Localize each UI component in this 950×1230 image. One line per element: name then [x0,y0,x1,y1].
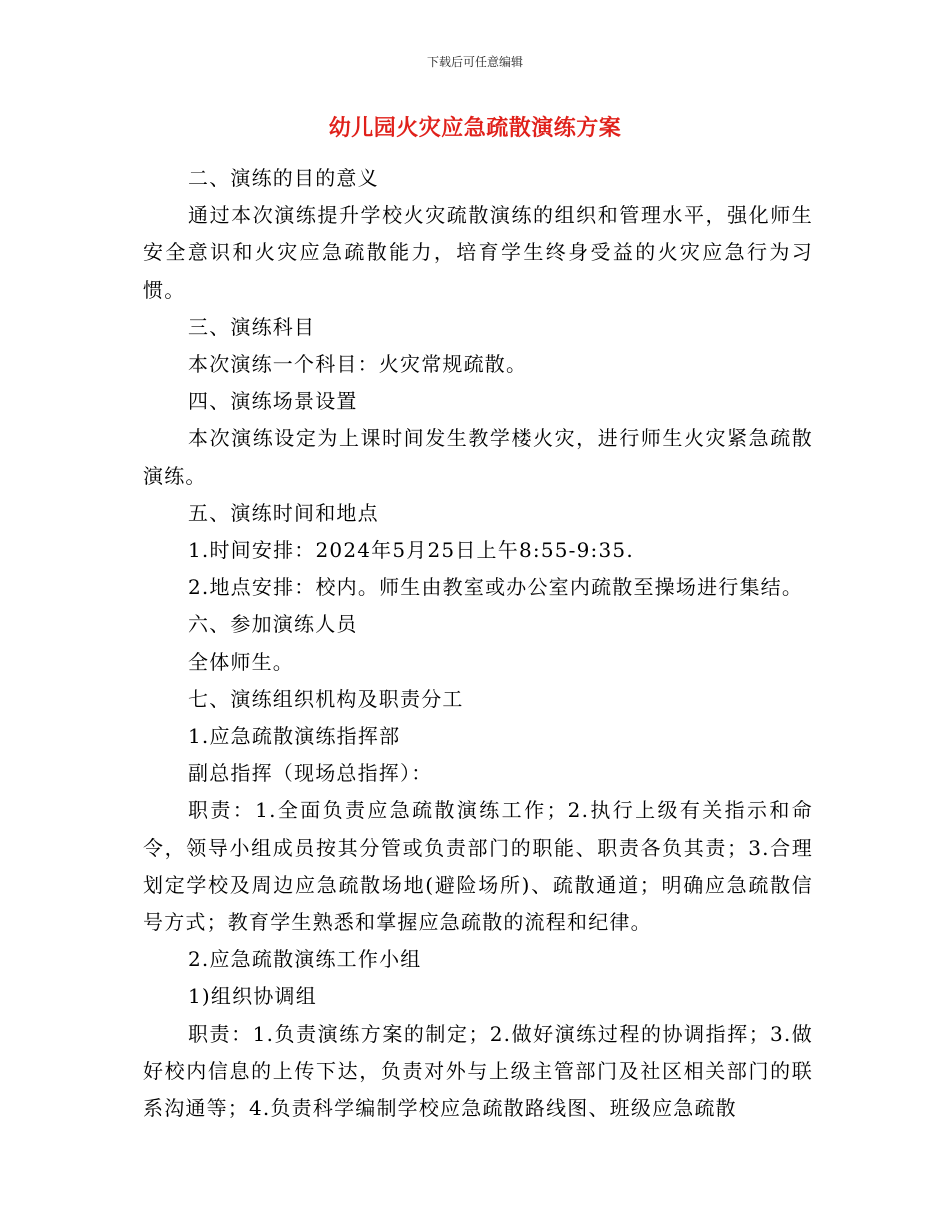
paragraph-participants: 全体师生。 [188,649,294,674]
heading-organization: 七、演练组织机构及职责分工 [188,686,464,711]
paragraph-purpose: 通过本次演练提升学校火灾疏散演练的组织和管理水平，强化师生安全意识和火灾应急疏散能力，培育学生终身受益的火灾应急行为习惯。 [143,203,813,302]
heading-time-place: 五、演练时间和地点 [188,500,379,525]
page-header-note: 下载后可任意编辑 [426,55,523,69]
paragraph-command-duties: 职责：1.全面负责应急疏散演练工作；2.执行上级有关指示和命令，领导小组成员按其分管或负责部门的职能、职责各负其责；3.合理划定学校及周边应急疏散场地(避险场所)、疏散通道；明确应急疏散信号方式；教育学生熟悉和掌握应急疏散的流程和纪律。 [143,798,813,935]
heading-participants: 六、参加演练人员 [188,612,358,637]
paragraph-place: 2.地点安排：校内。师生由教室或办公室内疏散至操场进行集结。 [188,575,804,600]
document-title: 幼儿园火灾应急疏散演练方案 [328,115,622,141]
subheading-working-group: 2.应急疏散演练工作小组 [188,947,422,972]
paragraph-deputy-commander: 副总指挥（现场总指挥）： [188,761,433,786]
document-body [143,160,813,1127]
heading-subject: 三、演练科目 [188,314,316,339]
paragraph-coordination-duties: 职责：1.负责演练方案的制定；2.做好演练过程的协调指挥；3.做好校内信息的上传下达，负责对外与上级主管部门及社区相关部门的联系沟通等；4.负责科学编制学校应急疏散路线图、班级应急疏散 [143,1021,813,1121]
heading-purpose: 二、演练的目的意义 [188,166,379,190]
paragraph-time: 1.时间安排：2024年5月25日上午8:55-9:35. [188,538,634,563]
paragraph-subject: 本次演练一个科目：火灾常规疏散。 [188,352,528,377]
subheading-command: 1.应急疏散演练指挥部 [188,724,401,749]
subheading-coordination: 1)组织协调组 [188,984,317,1009]
heading-scenario: 四、演练场景设置 [188,389,358,414]
paragraph-scenario: 本次演练设定为上课时间发生教学楼火灾，进行师生火灾紧急疏散演练。 [143,426,813,488]
